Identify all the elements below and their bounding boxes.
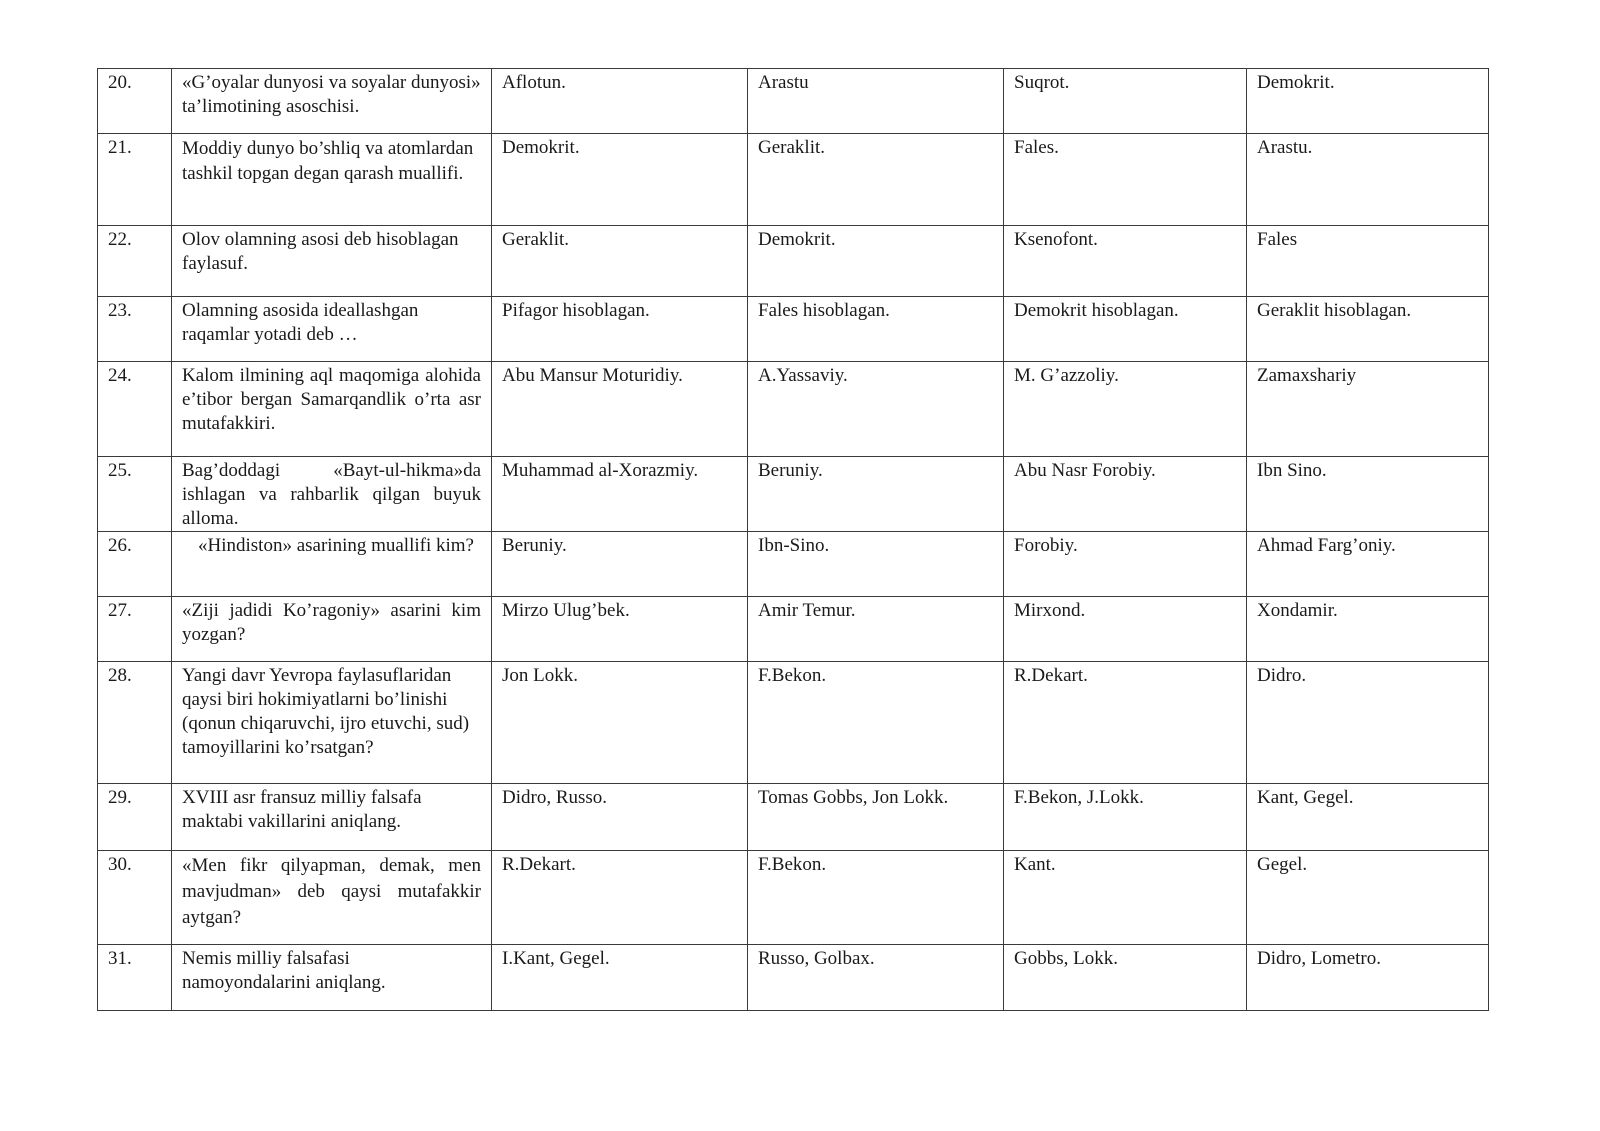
answer-option-d: Zamaxshariy	[1247, 362, 1489, 457]
answer-option-d: Xondamir.	[1247, 597, 1489, 662]
table-row	[98, 297, 1489, 362]
table-row	[98, 662, 1489, 784]
quiz-table	[97, 68, 1489, 1011]
question-number: 20.	[98, 69, 172, 134]
answer-option-c: Fales.	[1004, 134, 1247, 226]
question-text: Olamning asosida ideallashgan raqamlar yotadi deb …	[172, 297, 492, 362]
question-text: Nemis milliy falsafasi namoyondalarini aniqlang.	[172, 945, 492, 1011]
answer-option-a: Demokrit.	[492, 134, 748, 226]
question-number: 28.	[98, 662, 172, 784]
answer-option-c: Forobiy.	[1004, 532, 1247, 597]
question-text: «Hindiston» asarining muallifi kim?	[172, 532, 492, 597]
question-text: Yangi davr Yevropa faylasuflaridan qaysi biri hokimiyatlarni bo’linishi (qonun chiqaruvchi, ijro etuvchi, sud) tamoyillarini ko’rsatgan?	[172, 662, 492, 784]
answer-option-b: Demokrit.	[748, 226, 1004, 297]
answer-option-c: Suqrot.	[1004, 69, 1247, 134]
answer-option-d: Gegel.	[1247, 851, 1489, 945]
question-text: Kalom ilmining aql maqomiga alohida e’tibor bergan Samarqandlik o’rta asr mutafakkiri.	[172, 362, 492, 457]
answer-option-d: Didro, Lometro.	[1247, 945, 1489, 1011]
question-number: 24.	[98, 362, 172, 457]
table-row	[98, 226, 1489, 297]
answer-option-a: Pifagor hisoblagan.	[492, 297, 748, 362]
answer-option-a: Abu Mansur Moturidiy.	[492, 362, 748, 457]
question-number: 23.	[98, 297, 172, 362]
answer-option-c: Ksenofont.	[1004, 226, 1247, 297]
answer-option-c: Abu Nasr Forobiy.	[1004, 457, 1247, 532]
question-number: 22.	[98, 226, 172, 297]
answer-option-a: Aflotun.	[492, 69, 748, 134]
answer-option-d: Didro.	[1247, 662, 1489, 784]
question-number: 25.	[98, 457, 172, 532]
answer-option-b: F.Bekon.	[748, 662, 1004, 784]
answer-option-d: Arastu.	[1247, 134, 1489, 226]
answer-option-c: Demokrit hisoblagan.	[1004, 297, 1247, 362]
answer-option-b: A.Yassaviy.	[748, 362, 1004, 457]
answer-option-a: Mirzo Ulug’bek.	[492, 597, 748, 662]
question-text: «Men fikr qilyapman, demak, men mavjudman» deb qaysi mutafakkir aytgan?	[172, 851, 492, 945]
answer-option-c: Kant.	[1004, 851, 1247, 945]
question-text: Olov olamning asosi deb hisoblagan faylasuf.	[172, 226, 492, 297]
question-text: «G’oyalar dunyosi va soyalar dunyosi» ta’limotining asoschisi.	[172, 69, 492, 134]
answer-option-a: Geraklit.	[492, 226, 748, 297]
answer-option-b: Russo, Golbax.	[748, 945, 1004, 1011]
table-row	[98, 784, 1489, 851]
table-row	[98, 597, 1489, 662]
question-text: Moddiy dunyo bo’shliq va atomlardan tashkil topgan degan qarash muallifi.	[172, 134, 492, 226]
question-text: XVIII asr fransuz milliy falsafa maktabi vakillarini aniqlang.	[172, 784, 492, 851]
table-row	[98, 457, 1489, 532]
table-row	[98, 851, 1489, 945]
answer-option-a: Muhammad al-Xorazmiy.	[492, 457, 748, 532]
answer-option-b: Ibn-Sino.	[748, 532, 1004, 597]
answer-option-d: Demokrit.	[1247, 69, 1489, 134]
question-text: «Ziji jadidi Ko’ragoniy» asarini kim yozgan?	[172, 597, 492, 662]
answer-option-a: Beruniy.	[492, 532, 748, 597]
question-number: 21.	[98, 134, 172, 226]
answer-option-b: Fales hisoblagan.	[748, 297, 1004, 362]
answer-option-c: R.Dekart.	[1004, 662, 1247, 784]
answer-option-c: F.Bekon, J.Lokk.	[1004, 784, 1247, 851]
question-number: 27.	[98, 597, 172, 662]
answer-option-b: Amir Temur.	[748, 597, 1004, 662]
answer-option-a: Didro, Russo.	[492, 784, 748, 851]
answer-option-b: F.Bekon.	[748, 851, 1004, 945]
table-row	[98, 532, 1489, 597]
table-row	[98, 945, 1489, 1011]
answer-option-b: Tomas Gobbs, Jon Lokk.	[748, 784, 1004, 851]
answer-option-c: Mirxond.	[1004, 597, 1247, 662]
question-number: 30.	[98, 851, 172, 945]
answer-option-a: R.Dekart.	[492, 851, 748, 945]
answer-option-a: I.Kant, Gegel.	[492, 945, 748, 1011]
question-number: 26.	[98, 532, 172, 597]
answer-option-a: Jon Lokk.	[492, 662, 748, 784]
answer-option-c: Gobbs, Lokk.	[1004, 945, 1247, 1011]
answer-option-c: M. G’azzoliy.	[1004, 362, 1247, 457]
question-text: Bag’doddagi «Bayt-ul-hikma»da ishlagan va rahbarlik qilgan buyuk alloma.	[172, 457, 492, 532]
answer-option-d: Geraklit hisoblagan.	[1247, 297, 1489, 362]
question-number: 31.	[98, 945, 172, 1011]
question-number: 29.	[98, 784, 172, 851]
answer-option-d: Ahmad Farg’oniy.	[1247, 532, 1489, 597]
answer-option-d: Ibn Sino.	[1247, 457, 1489, 532]
table-row	[98, 134, 1489, 226]
table-row	[98, 69, 1489, 134]
answer-option-b: Beruniy.	[748, 457, 1004, 532]
answer-option-d: Kant, Gegel.	[1247, 784, 1489, 851]
answer-option-d: Fales	[1247, 226, 1489, 297]
answer-option-b: Geraklit.	[748, 134, 1004, 226]
answer-option-b: Arastu	[748, 69, 1004, 134]
table-row	[98, 362, 1489, 457]
